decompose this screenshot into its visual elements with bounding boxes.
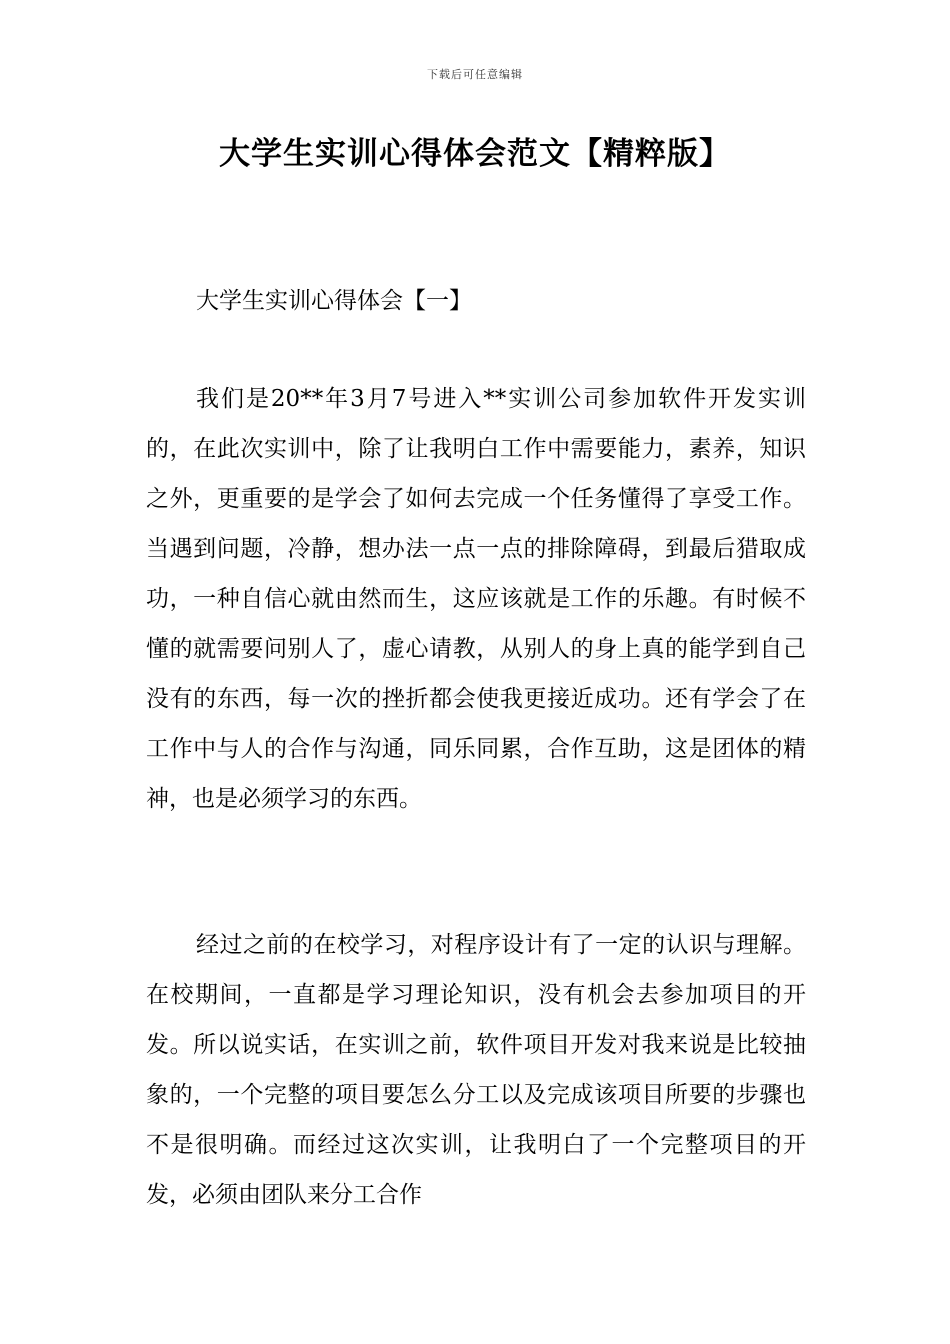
header-note: 下载后可任意编辑 [427,68,523,81]
paragraph-1: 我们是20**年3月7号进入**实训公司参加软件开发实训的，在此次实训中，除了让我明白工作中需要能力，素养，知识之外，更重要的是学会了如何去完成一个任务懂得了享受工作。当遇到问题，冷静，想办法一点一点的排除障碍，到最后猎取成功，一种自信心就由然而生，这应该就是工作的乐趣。有时候不懂的就需要问别人了，虚心请教，从别人的身上真的能学到自己没有的东西，每一次的挫折都会使我更接近成功。还有学会了在工作中与人的合作与沟通，同乐同累，合作互助，这是团体的精神，也是必须学习的东西。 [146,386,806,812]
paragraph-2: 经过之前的在校学习，对程序设计有了一定的认识与理解。在校期间，一直都是学习理论知识，没有机会去参加项目的开发。所以说实话，在实训之前，软件项目开发对我来说是比较抽象的，一个完整的项目要怎么分工以及完成该项目所要的步骤也不是很明确。而经过这次实训，让我明白了一个完整项目的开发，必须由团队来分工合作 [146,932,806,1208]
document-title: 大学生实训心得体会范文【精粹版】 [219,136,731,172]
section-heading: 大学生实训心得体会【一】 [196,288,472,314]
